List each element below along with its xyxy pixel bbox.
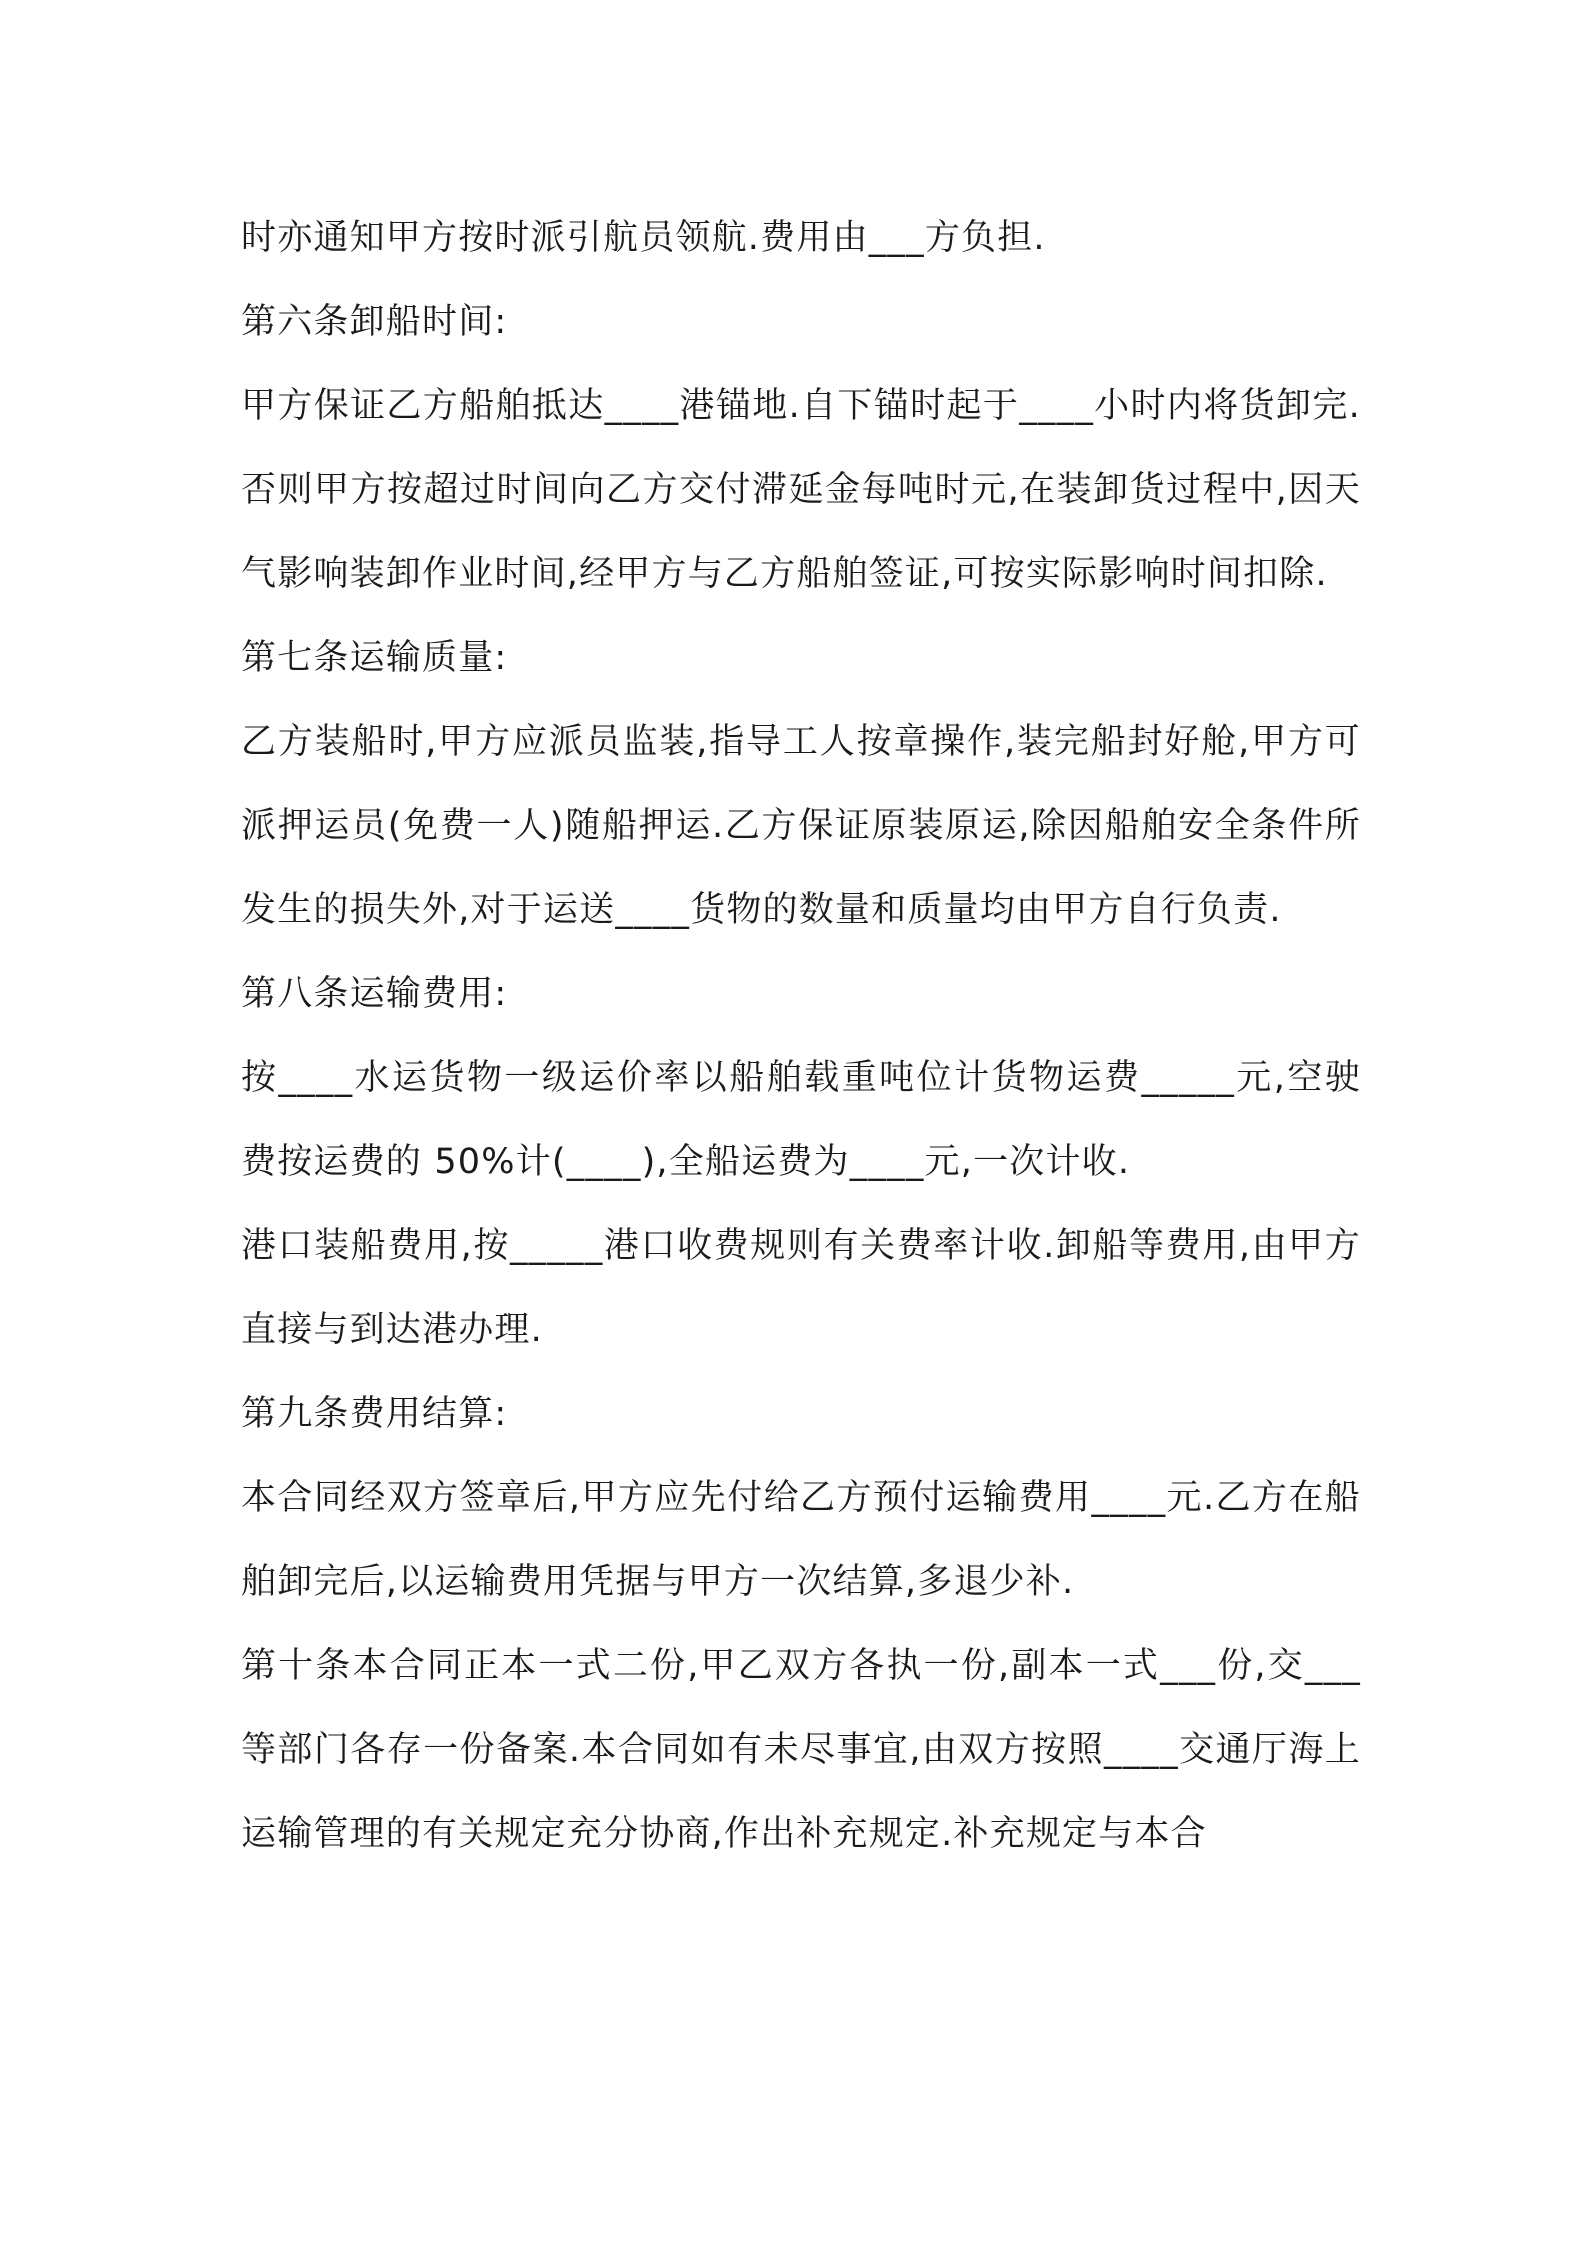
paragraph-transport-quality: 乙方装船时,甲方应派员监装,指导工人按章操作,装完船封好舱,甲方可派押运员(免费一人)随船押运.乙方保证原装原运,除因船舶安全条件所发生的损失外,对于运送____货物的数量和质量均由甲方自行负责. xyxy=(241,722,1361,930)
paragraph-freight-cost: 按____水运货物一级运价率以船舶载重吨位计货物运费_____元,空驶费按运费的 50%计(____),全船运费为____元,一次计收. xyxy=(241,1058,1361,1182)
paragraph-settlement: 本合同经双方签章后,甲方应先付给乙方预付运输费用____元.乙方在船舶卸完后,以运输费用凭据与甲方一次结算,多退少补. xyxy=(241,1478,1361,1602)
paragraph-port-fees: 港口装船费用,按_____港口收费规则有关费率计收.卸船等费用,由甲方直接与到达港办理. xyxy=(241,1226,1361,1350)
heading-article-8: 第八条运输费用: xyxy=(241,974,508,1014)
heading-article-6: 第六条卸船时间: xyxy=(241,302,508,342)
document-body xyxy=(241,196,1361,1876)
heading-article-9: 第九条费用结算: xyxy=(241,1394,508,1434)
paragraph-article-10: 第十条本合同正本一式二份,甲乙双方各执一份,副本一式___份,交___等部门各存一份备案.本合同如有未尽事宜,由双方按照____交通厅海上运输管理的有关规定充分协商,作出补充规定.补充规定与本合 xyxy=(241,1646,1361,1854)
paragraph-unloading-time: 甲方保证乙方船舶抵达____港锚地.自下锚时起于____小时内将货卸完.否则甲方按超过时间向乙方交付滞延金每吨时元,在装卸货过程中,因天气影响装卸作业时间,经甲方与乙方船舶签证,可按实际影响时间扣除. xyxy=(241,386,1362,594)
heading-article-7: 第七条运输质量: xyxy=(241,638,508,678)
paragraph-pilot-fee: 时亦通知甲方按时派引航员领航.费用由___方负担. xyxy=(241,218,1046,258)
